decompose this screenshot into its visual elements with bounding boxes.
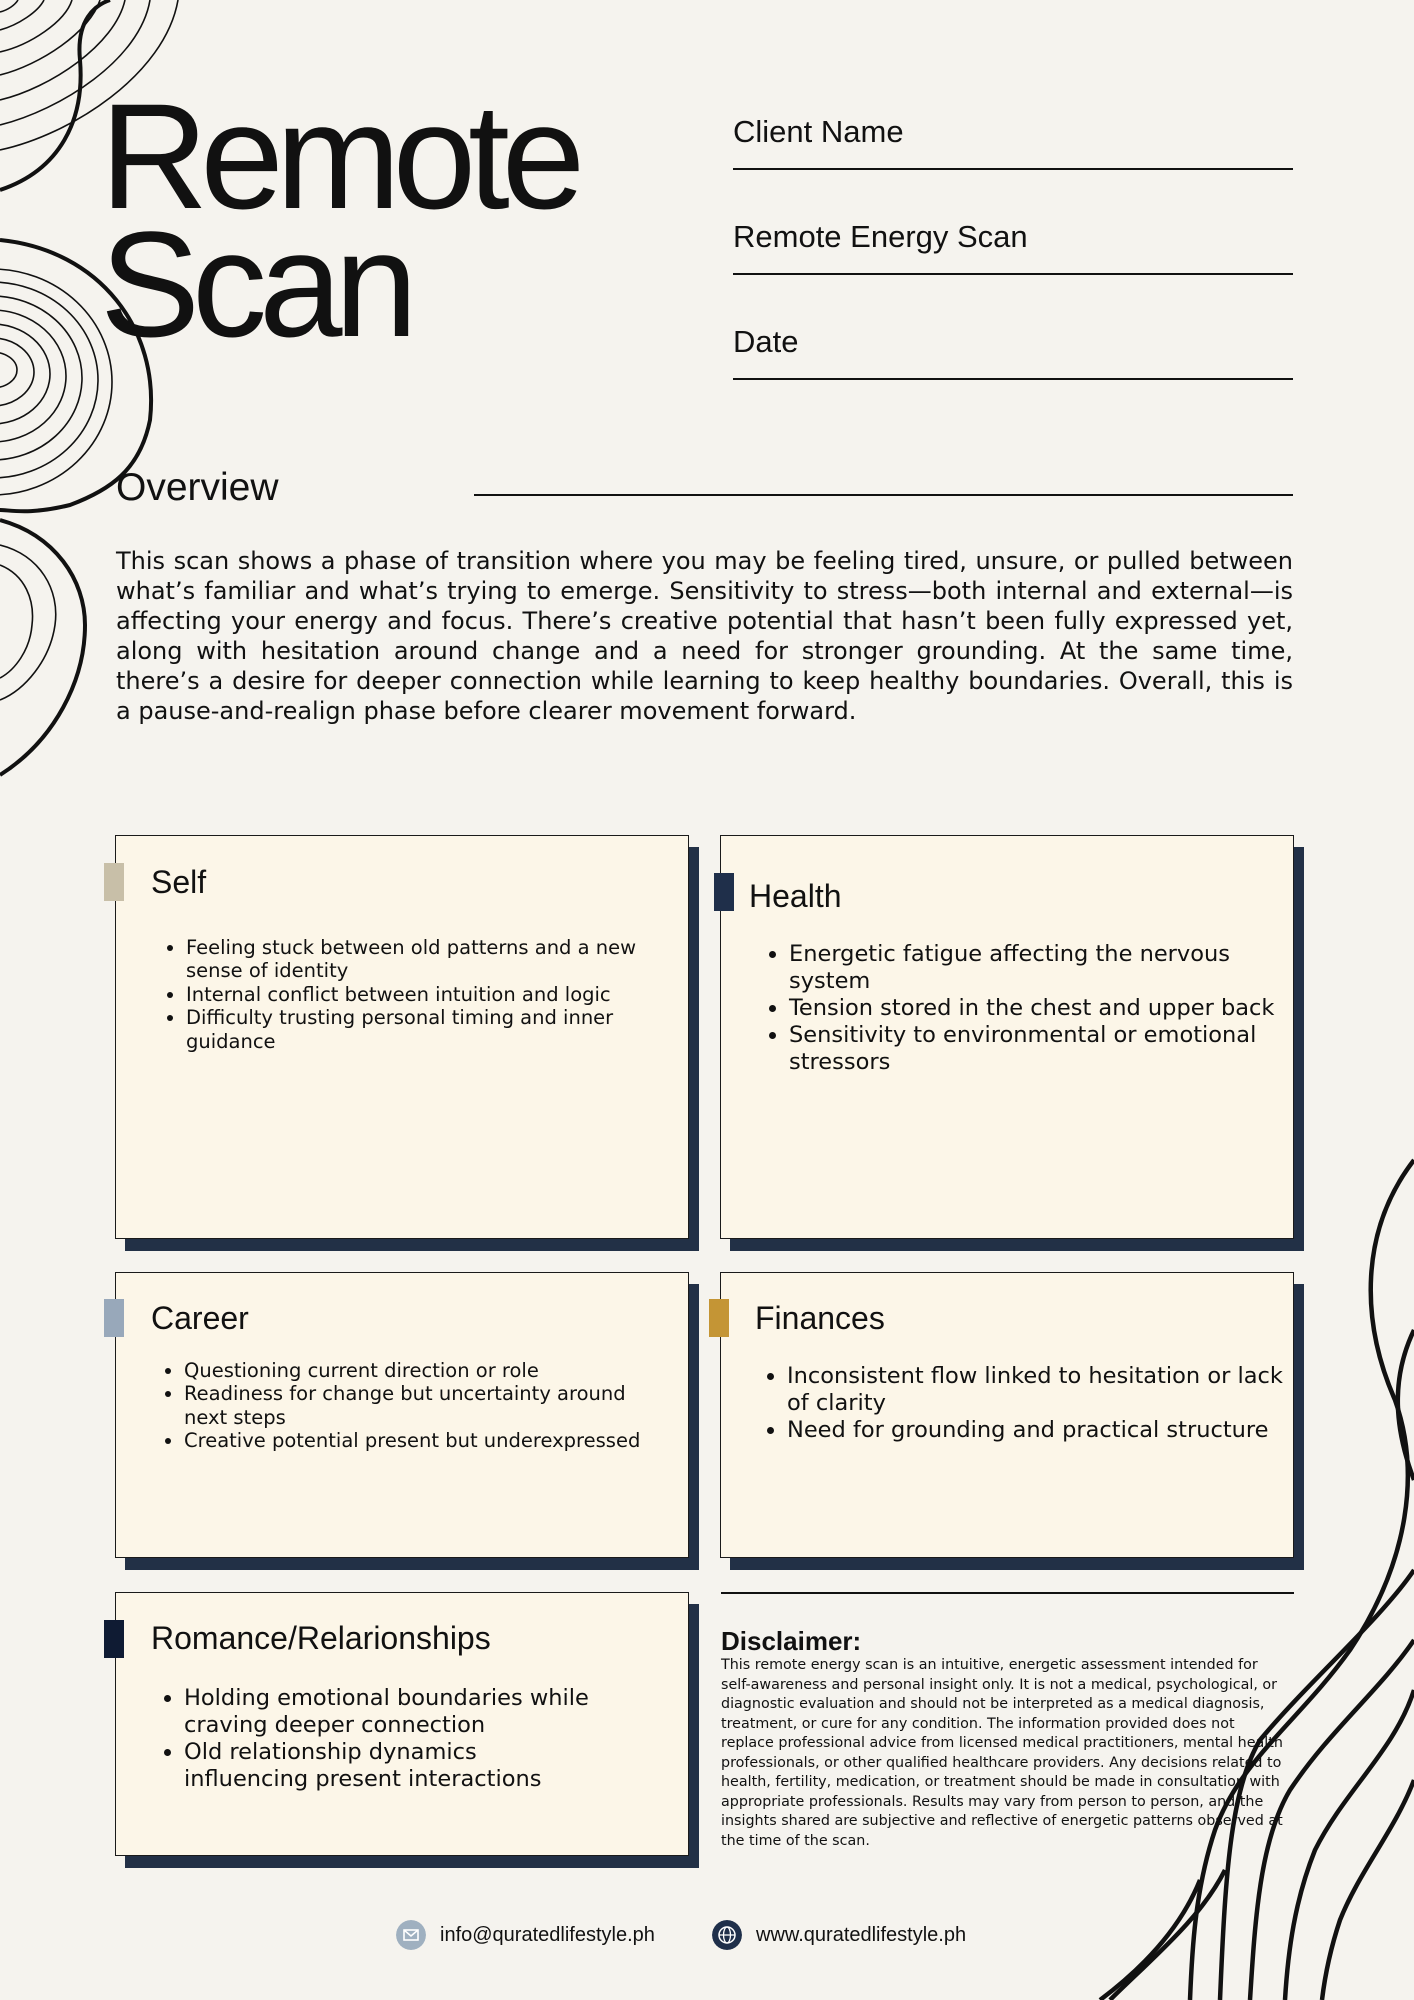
finances-list — [759, 1363, 1287, 1444]
health-list — [761, 941, 1289, 1076]
overview-heading: Overview — [116, 466, 279, 509]
health-title: Health — [749, 878, 842, 914]
title-line-2: Scan — [100, 200, 410, 368]
list-item: • Questioning current direction or role — [184, 1359, 674, 1382]
career-title: Career — [151, 1300, 249, 1336]
list-item: • Readiness for change but uncertainty around next steps — [184, 1382, 674, 1429]
list-item: • Energetic fatigue affecting the nervous system — [789, 941, 1289, 995]
disclaimer-text: This remote energy scan is an intuitive, energetic assessment intended for self-awareness and personal insight only. It is not a medical, psychological, or diagnostic evaluation and should not be interpreted as a medical diagnosis, treatment, or cure for any condition. The information provided does not replace professional advice from licensed medical practitioners, mental health professionals, or other qualified healthcare providers. Any decisions related to health, fertility, medication, or treatment should be made in consultation with appropriate professionals. Results may vary from person to person, and the insights shared are subjective and reflective of energetic patterns observed at the time of the scan. — [721, 1657, 1283, 1849]
list-item: • Difficulty trusting personal timing and inner guidance — [186, 1006, 656, 1053]
self-card — [115, 835, 689, 1239]
title-line-1: Remote — [100, 72, 578, 240]
list-item: • Need for grounding and practical structure — [787, 1417, 1287, 1444]
email-link[interactable]: info@quratedlifestyle.ph — [440, 1923, 655, 1946]
list-item: • Internal conflict between intuition and logic — [186, 983, 656, 1006]
list-item: • Feeling stuck between old patterns and a new sense of identity — [186, 936, 656, 983]
page-title — [100, 72, 578, 368]
scan-type-field: Remote Energy Scan — [733, 211, 1293, 275]
date-field: Date — [733, 316, 1293, 380]
list-item: • Old relationship dynamics influencing present interactions — [184, 1739, 604, 1793]
career-accent-tab — [104, 1299, 124, 1337]
client-name-field: Client Name — [733, 106, 1293, 170]
list-item: • Inconsistent flow linked to hesitation or lack of clarity — [787, 1363, 1287, 1417]
contact-email[interactable] — [396, 1920, 655, 1950]
list-item: • Sensitivity to environmental or emotional stressors — [789, 1022, 1289, 1076]
self-list — [158, 936, 656, 1053]
romance-list — [156, 1685, 604, 1793]
health-accent-tab — [714, 873, 734, 911]
finances-accent-tab — [709, 1299, 729, 1337]
romance-accent-tab — [104, 1620, 124, 1658]
overview-divider — [474, 494, 1293, 496]
list-item: • Tension stored in the chest and upper back — [789, 995, 1289, 1022]
contact-website[interactable] — [712, 1920, 966, 1950]
finances-card — [720, 1272, 1294, 1558]
career-list — [156, 1359, 674, 1453]
health-card — [720, 835, 1294, 1239]
self-title: Self — [151, 864, 207, 900]
list-item: • Creative potential present but underexpressed — [184, 1429, 674, 1452]
self-accent-tab — [104, 863, 124, 901]
website-link[interactable]: www.quratedlifestyle.ph — [756, 1923, 967, 1946]
romance-title: Romance/Relarionships — [151, 1620, 491, 1656]
overview-text: This scan shows a phase of transition where you may be feeling tired, unsure, or pulled between what’s familiar and what’s trying to emerge. Sensitivity to stress—both internal and external—is affecting your energy and focus. There’s creative potential that hasn’t been fully expressed yet, along with hesitation around change and a need for stronger grounding. At the same time, there’s a desire for deeper connection while learning to keep healthy boundaries. Overall, this is a pause-and-realign phase before clearer movement forward. — [116, 547, 1293, 725]
romance-card — [115, 1592, 689, 1856]
finances-title: Finances — [755, 1300, 885, 1336]
globe-icon — [712, 1920, 742, 1950]
disclaimer-divider — [721, 1592, 1294, 1594]
career-card — [115, 1272, 689, 1558]
disclaimer-title: Disclaimer: — [721, 1626, 862, 1656]
list-item: • Holding emotional boundaries while craving deeper connection — [184, 1685, 604, 1739]
mail-icon — [396, 1920, 426, 1950]
